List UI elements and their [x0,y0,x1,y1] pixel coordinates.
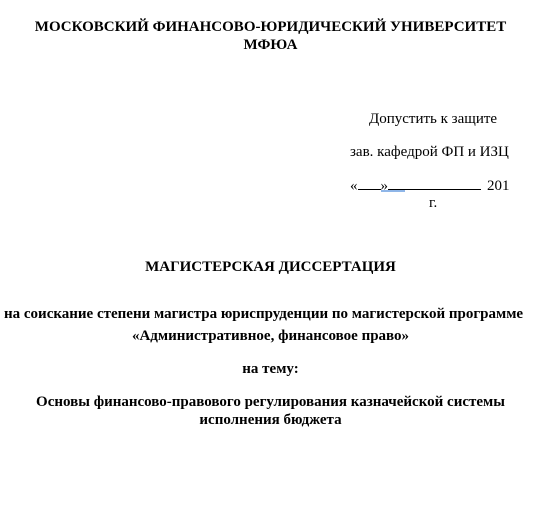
day-blank [358,176,381,190]
date-year: 201 [487,178,510,194]
degree-program: «Административное, финансовое право» [131,328,410,344]
topic-line1: Основы финансово-правового регулирования казначейской системы [36,394,505,410]
university-name-line1: МОСКОВСКИЙ ФИНАНСОВО-ЮРИДИЧЕСКИЙ УНИВЕРСИТЕТ [34,19,507,35]
admit-to-defense: Допустить к защите [369,111,498,127]
on-topic-label: на тему: [242,361,299,377]
department-head: зав. кафедрой ФП и ИЗЦ [350,144,509,160]
date-open-quote: « [350,178,358,194]
topic-line2: исполнения бюджета [199,412,342,428]
degree-line1: на соискание степени магистра юриспруденции по магистерской программе [4,306,524,322]
month-blank [388,176,481,190]
day-highlight [381,190,405,192]
date-year-suffix: г. [429,195,438,211]
university-name-line2: МФЮА [243,37,298,53]
date-close-quote: » [380,178,388,194]
approval-date [350,176,510,195]
document-type: МАГИСТЕРСКАЯ ДИССЕРТАЦИЯ [145,259,396,275]
